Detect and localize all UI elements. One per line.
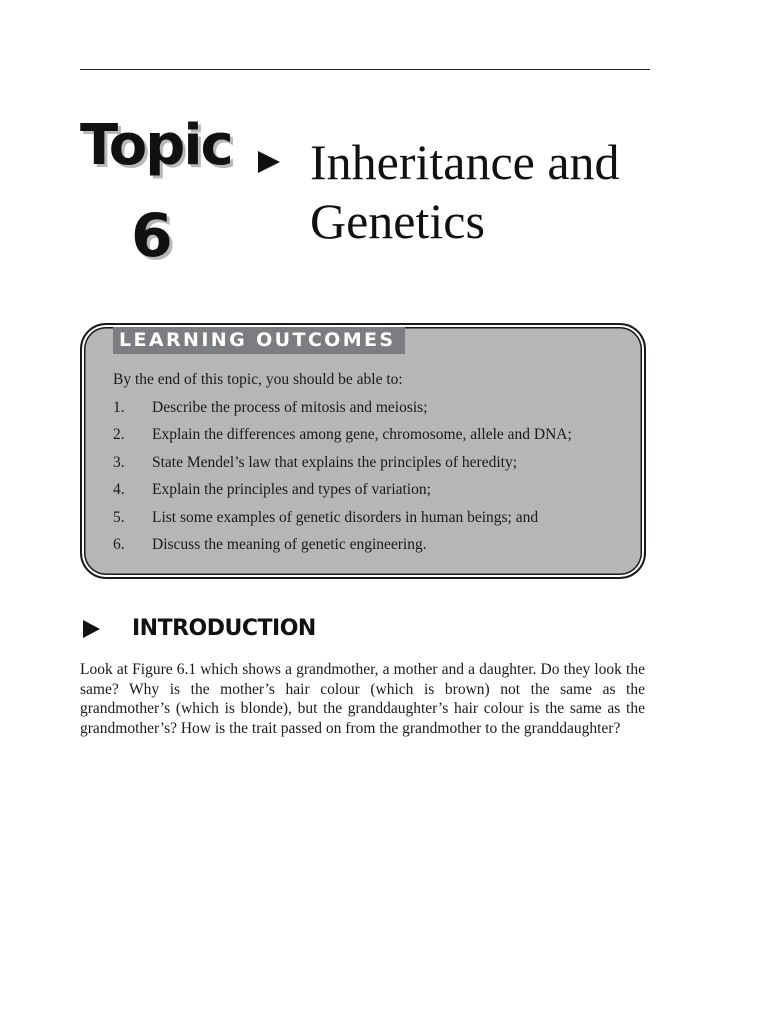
topic-title-line1: Inheritance and	[310, 134, 620, 190]
list-item-text: Explain the differences among gene, chromosome, allele and DNA;	[152, 426, 572, 444]
list-item-text: Explain the principles and types of variation;	[152, 481, 431, 499]
list-item-number: 4.	[113, 481, 125, 499]
list-item-number: 5.	[113, 508, 125, 526]
list-item	[113, 398, 633, 425]
section-arrow-icon	[83, 620, 100, 638]
topic-title-line2: Genetics	[310, 193, 485, 249]
list-item-text: Describe the process of mitosis and meiosis;	[152, 399, 428, 416]
list-item-text: State Mendel’s law that explains the principles of heredity;	[152, 453, 518, 471]
introduction-paragraph: Look at Figure 6.1 which shows a grandmother, a mother and a daughter. Do they look the same? Why is the mother’s hair colour (which is brown) not the same as the grandmother’s (which is blonde), but the granddaughter’s hair colour is the same as the grandmother’s? How is the trait passed on from the grandmother to the granddaughter?	[80, 661, 645, 737]
topic-label: Topic	[80, 113, 232, 178]
learning-outcomes-intro: By the end of this topic, you should be able to:	[113, 371, 403, 388]
learning-outcomes-list	[113, 398, 633, 562]
list-item-number: 3.	[113, 453, 125, 471]
topic-number: 6	[131, 201, 173, 271]
topic-title	[310, 133, 710, 251]
learning-outcomes-heading: LEARNING OUTCOMES	[113, 327, 405, 354]
introduction-heading: INTRODUCTION	[132, 616, 316, 641]
play-arrow-icon	[258, 151, 280, 173]
list-item-number: 2.	[113, 426, 125, 444]
list-item	[113, 535, 633, 562]
top-divider	[80, 69, 650, 70]
list-item-text: List some examples of genetic disorders in human beings; and	[152, 508, 539, 526]
list-item	[113, 425, 633, 452]
list-item	[113, 480, 633, 507]
list-item-number: 1.	[113, 399, 125, 416]
list-item-number: 6.	[113, 535, 125, 553]
list-item	[113, 453, 633, 480]
list-item	[113, 508, 633, 535]
list-item-text: Discuss the meaning of genetic engineering.	[152, 535, 427, 553]
